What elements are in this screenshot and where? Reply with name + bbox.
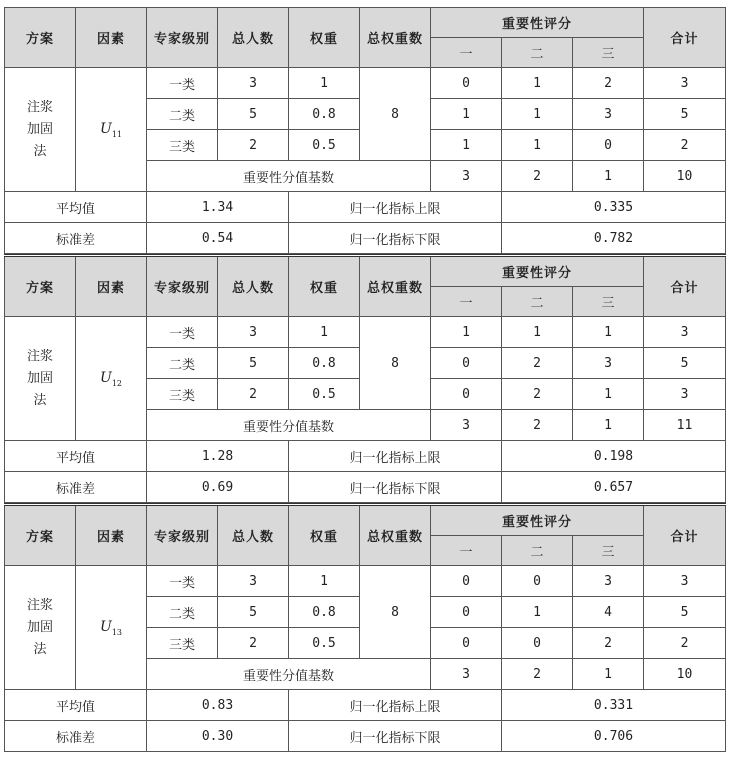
header-importance-score: 重要性评分: [431, 505, 644, 536]
header-expert-level: 专家级别: [147, 505, 218, 566]
base-g1: 3: [431, 161, 502, 192]
total-2: 5: [644, 99, 726, 130]
header-total-weight: 总权重数: [360, 505, 431, 566]
expert-level-1: 一类: [147, 68, 218, 99]
expert-scoring-tables: [4, 7, 726, 752]
lower-limit-label: 归一化指标下限: [289, 721, 502, 752]
base-total: 10: [644, 659, 726, 690]
g3-2: 3: [573, 348, 644, 379]
std-value: 0.30: [147, 721, 289, 752]
people-1: 3: [218, 566, 289, 597]
expert-level-1: 一类: [147, 317, 218, 348]
base-g3: 1: [573, 659, 644, 690]
base-g1: 3: [431, 659, 502, 690]
expert-level-3: 三类: [147, 130, 218, 161]
g2-1: 0: [502, 566, 573, 597]
people-1: 3: [218, 317, 289, 348]
mean-label: 平均值: [5, 690, 147, 721]
weight-1: 1: [289, 317, 360, 348]
scheme-cell: 注浆加固法: [5, 68, 76, 192]
g1-1: 0: [431, 566, 502, 597]
base-g2: 2: [502, 410, 573, 441]
lower-limit-label: 归一化指标下限: [289, 223, 502, 254]
g1-1: 0: [431, 68, 502, 99]
header-total: 合计: [644, 256, 726, 317]
g1-3: 1: [431, 130, 502, 161]
total-weight-cell: 8: [360, 566, 431, 659]
scoring-table-u13: [4, 503, 726, 752]
header-grade-1: 一: [431, 38, 502, 68]
total-1: 3: [644, 68, 726, 99]
weight-2: 0.8: [289, 597, 360, 628]
header-scheme: 方案: [5, 256, 76, 317]
g2-3: 0: [502, 628, 573, 659]
expert-level-2: 二类: [147, 597, 218, 628]
mean-label: 平均值: [5, 441, 147, 472]
g3-2: 3: [573, 99, 644, 130]
upper-limit-label: 归一化指标上限: [289, 192, 502, 223]
total-3: 2: [644, 130, 726, 161]
people-3: 2: [218, 130, 289, 161]
g1-3: 0: [431, 628, 502, 659]
header-grade-3: 三: [573, 287, 644, 317]
scoring-table-u12: [4, 254, 726, 503]
base-g3: 1: [573, 161, 644, 192]
total-2: 5: [644, 348, 726, 379]
lower-limit-label: 归一化指标下限: [289, 472, 502, 503]
people-1: 3: [218, 68, 289, 99]
total-1: 3: [644, 317, 726, 348]
header-factor: 因素: [76, 8, 147, 68]
base-g1: 3: [431, 410, 502, 441]
header-total-people: 总人数: [218, 8, 289, 68]
header-total: 合计: [644, 505, 726, 566]
upper-limit-label: 归一化指标上限: [289, 690, 502, 721]
total-weight-cell: 8: [360, 317, 431, 410]
g1-3: 0: [431, 379, 502, 410]
g2-2: 2: [502, 348, 573, 379]
g2-2: 1: [502, 99, 573, 130]
expert-level-3: 三类: [147, 379, 218, 410]
base-g2: 2: [502, 161, 573, 192]
header-grade-1: 一: [431, 536, 502, 566]
g1-2: 0: [431, 597, 502, 628]
header-grade-3: 三: [573, 536, 644, 566]
upper-limit-label: 归一化指标上限: [289, 441, 502, 472]
expert-level-1: 一类: [147, 566, 218, 597]
base-score-label: 重要性分值基数: [147, 659, 431, 690]
g3-3: 1: [573, 379, 644, 410]
factor-cell: $U_{11}$: [76, 68, 147, 192]
upper-limit-value: 0.335: [502, 192, 726, 223]
header-grade-2: 二: [502, 287, 573, 317]
std-value: 0.69: [147, 472, 289, 503]
std-label: 标准差: [5, 223, 147, 254]
factor-cell: $U_{13}$: [76, 566, 147, 690]
weight-1: 1: [289, 566, 360, 597]
scheme-cell: 注浆加固法: [5, 566, 76, 690]
header-grade-1: 一: [431, 287, 502, 317]
g3-1: 2: [573, 68, 644, 99]
base-g2: 2: [502, 659, 573, 690]
base-score-label: 重要性分值基数: [147, 410, 431, 441]
header-total-weight: 总权重数: [360, 8, 431, 68]
lower-limit-value: 0.706: [502, 721, 726, 752]
lower-limit-value: 0.657: [502, 472, 726, 503]
g2-1: 1: [502, 317, 573, 348]
g2-1: 1: [502, 68, 573, 99]
header-weight: 权重: [289, 256, 360, 317]
header-expert-level: 专家级别: [147, 8, 218, 68]
g2-2: 1: [502, 597, 573, 628]
people-3: 2: [218, 628, 289, 659]
header-factor: 因素: [76, 256, 147, 317]
header-weight: 权重: [289, 8, 360, 68]
header-grade-3: 三: [573, 38, 644, 68]
total-weight-cell: 8: [360, 68, 431, 161]
lower-limit-value: 0.782: [502, 223, 726, 254]
g1-2: 1: [431, 99, 502, 130]
g1-2: 0: [431, 348, 502, 379]
header-scheme: 方案: [5, 505, 76, 566]
g2-3: 2: [502, 379, 573, 410]
mean-label: 平均值: [5, 192, 147, 223]
weight-2: 0.8: [289, 99, 360, 130]
base-total: 10: [644, 161, 726, 192]
header-factor: 因素: [76, 505, 147, 566]
weight-2: 0.8: [289, 348, 360, 379]
total-3: 2: [644, 628, 726, 659]
header-importance-score: 重要性评分: [431, 256, 644, 287]
weight-3: 0.5: [289, 379, 360, 410]
g3-3: 0: [573, 130, 644, 161]
people-3: 2: [218, 379, 289, 410]
expert-level-3: 三类: [147, 628, 218, 659]
g2-3: 1: [502, 130, 573, 161]
upper-limit-value: 0.331: [502, 690, 726, 721]
header-total: 合计: [644, 8, 726, 68]
base-score-label: 重要性分值基数: [147, 161, 431, 192]
header-expert-level: 专家级别: [147, 256, 218, 317]
factor-cell: $U_{12}$: [76, 317, 147, 441]
g3-2: 4: [573, 597, 644, 628]
header-grade-2: 二: [502, 38, 573, 68]
expert-level-2: 二类: [147, 99, 218, 130]
std-label: 标准差: [5, 472, 147, 503]
header-scheme: 方案: [5, 8, 76, 68]
mean-value: 0.83: [147, 690, 289, 721]
g3-1: 1: [573, 317, 644, 348]
total-3: 3: [644, 379, 726, 410]
weight-3: 0.5: [289, 628, 360, 659]
header-total-weight: 总权重数: [360, 256, 431, 317]
weight-3: 0.5: [289, 130, 360, 161]
upper-limit-value: 0.198: [502, 441, 726, 472]
std-value: 0.54: [147, 223, 289, 254]
header-grade-2: 二: [502, 536, 573, 566]
people-2: 5: [218, 99, 289, 130]
g3-3: 2: [573, 628, 644, 659]
weight-1: 1: [289, 68, 360, 99]
header-total-people: 总人数: [218, 256, 289, 317]
header-total-people: 总人数: [218, 505, 289, 566]
base-g3: 1: [573, 410, 644, 441]
scoring-table-u11: [4, 7, 726, 254]
people-2: 5: [218, 597, 289, 628]
mean-value: 1.34: [147, 192, 289, 223]
header-weight: 权重: [289, 505, 360, 566]
total-1: 3: [644, 566, 726, 597]
total-2: 5: [644, 597, 726, 628]
scheme-cell: 注浆加固法: [5, 317, 76, 441]
std-label: 标准差: [5, 721, 147, 752]
header-importance-score: 重要性评分: [431, 8, 644, 38]
g1-1: 1: [431, 317, 502, 348]
people-2: 5: [218, 348, 289, 379]
g3-1: 3: [573, 566, 644, 597]
expert-level-2: 二类: [147, 348, 218, 379]
base-total: 11: [644, 410, 726, 441]
mean-value: 1.28: [147, 441, 289, 472]
